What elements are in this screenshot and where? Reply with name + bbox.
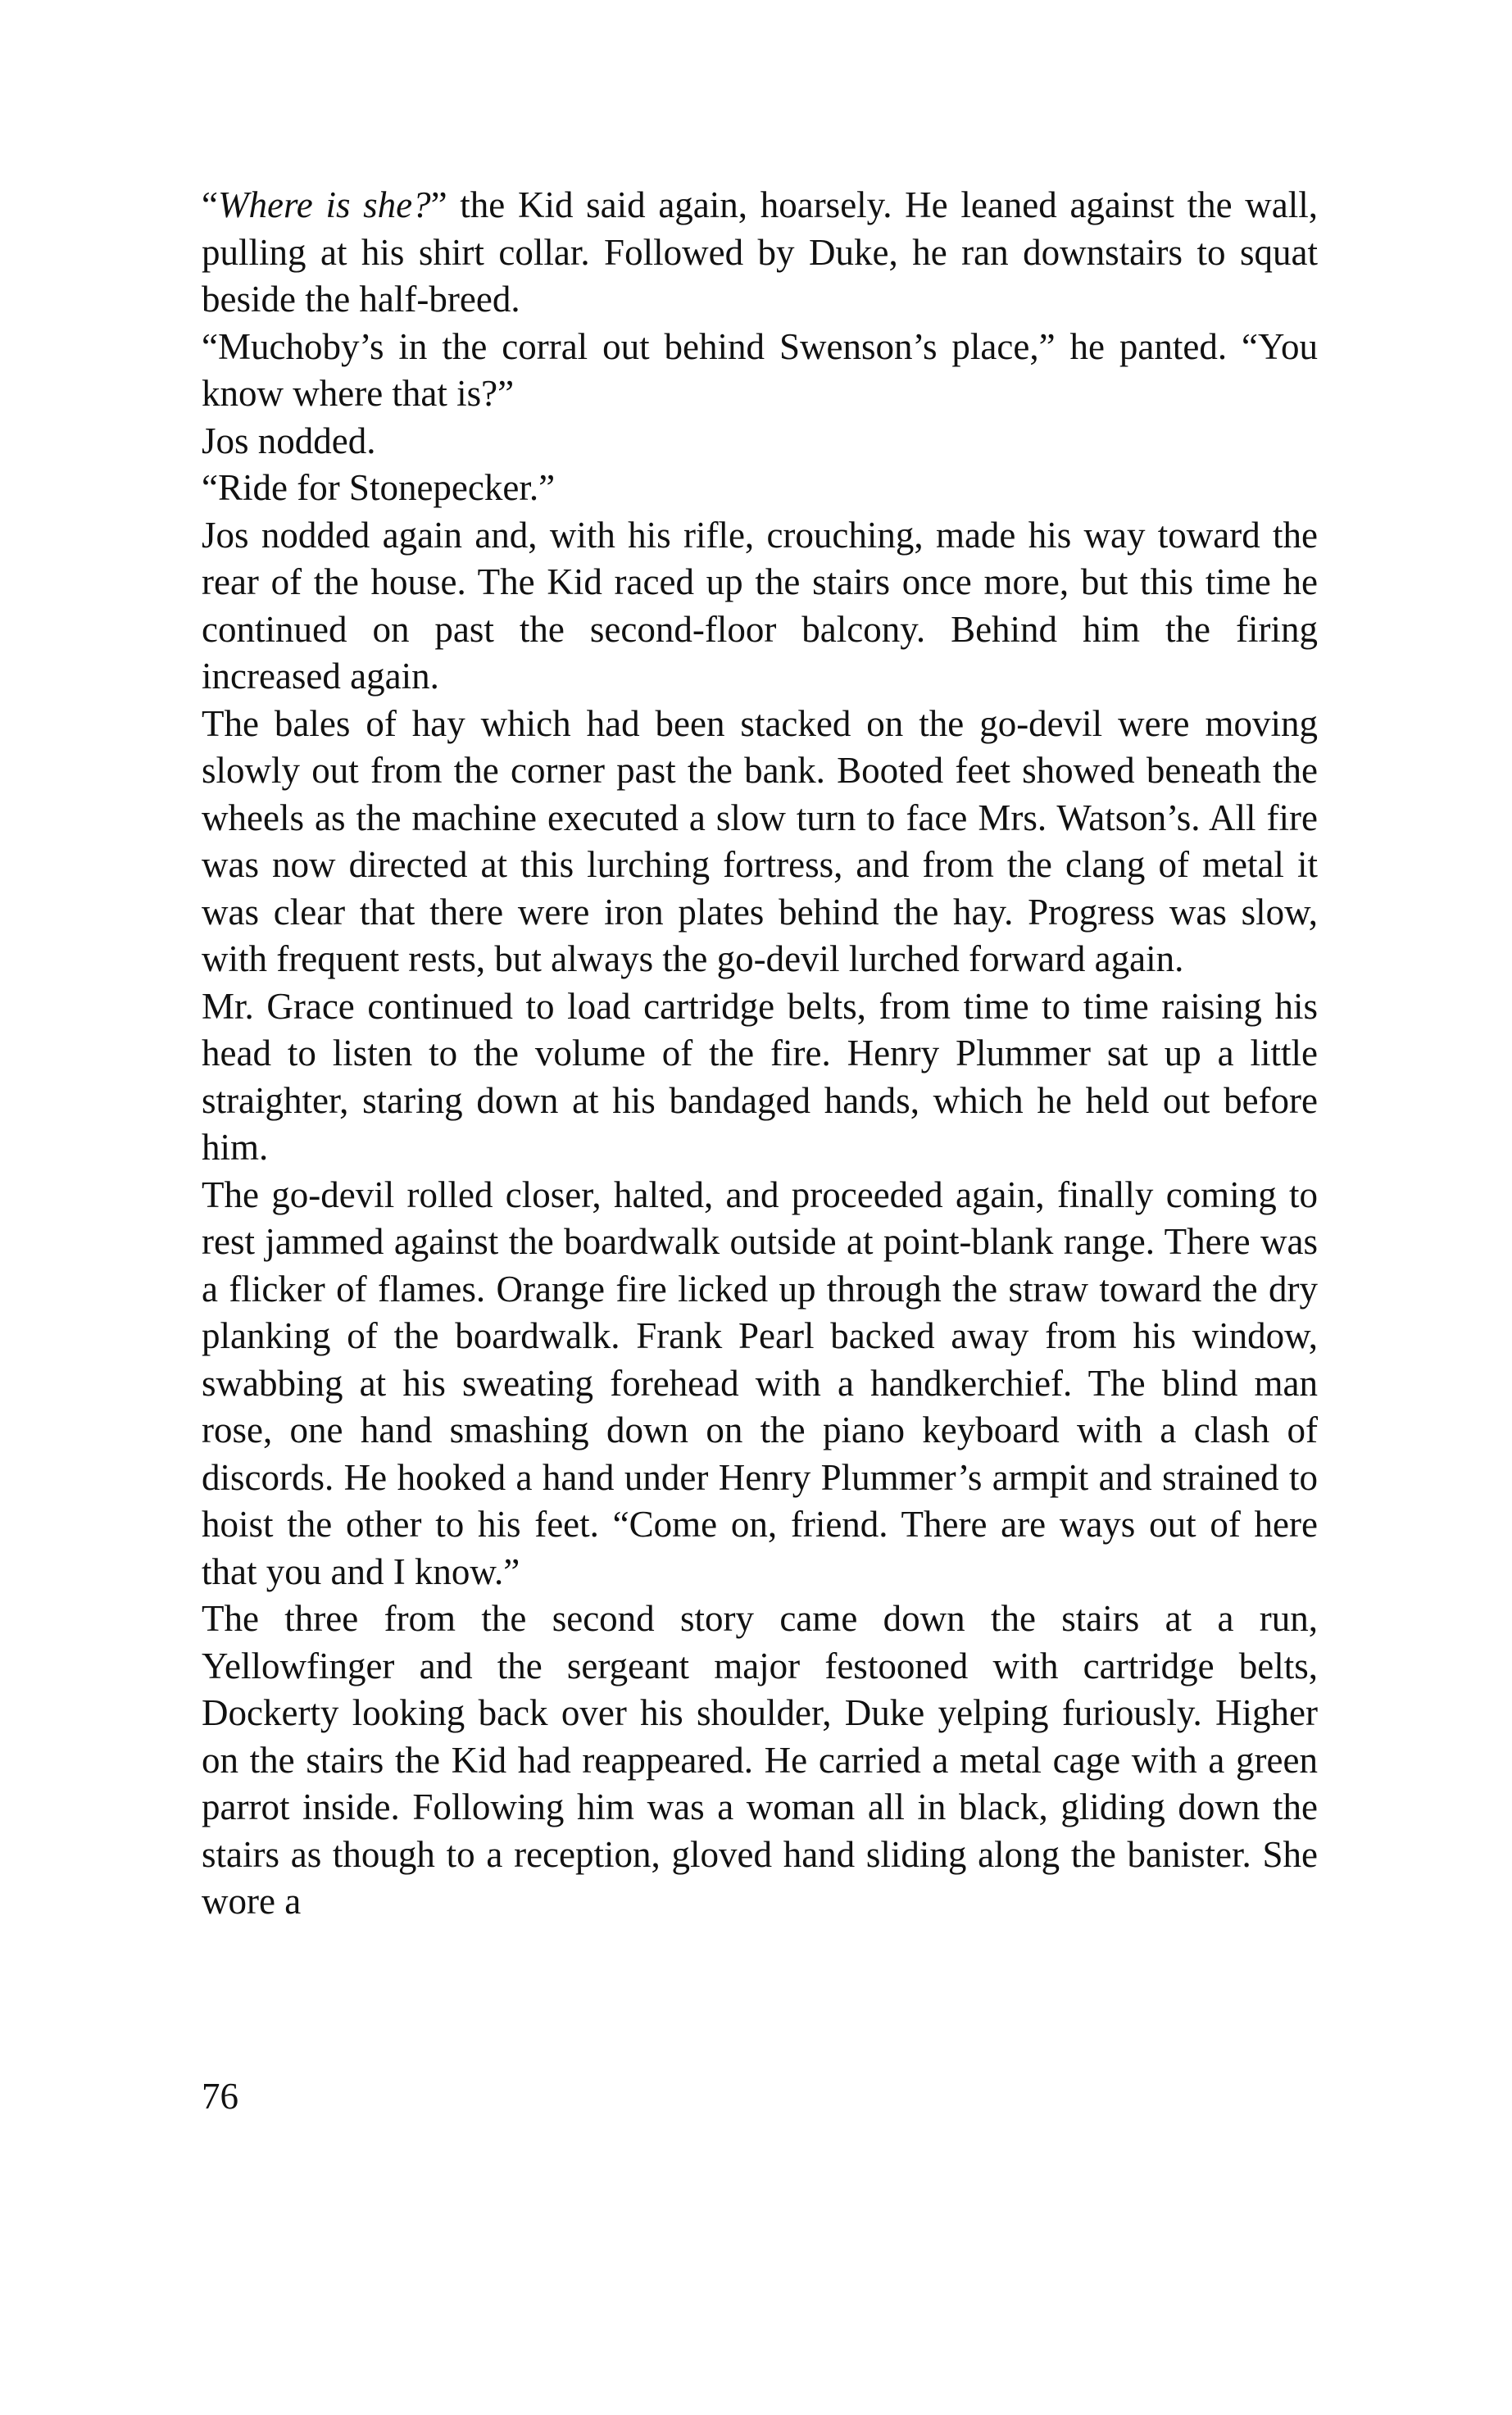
paragraph-4: “Ride for Stonepecker.” — [202, 467, 556, 508]
paragraph-2: “Muchoby’s in the corral out behind Swenson’s place,” he panted. “You know where that is?” — [202, 325, 1318, 414]
paragraph-9: The three from the second story came down the stairs at a run, Yellowfinger and the sergeant major festooned with cartridge belts, Dockerty looking back over his shoulder, Duke yelping furiously. Higher on the stairs the Kid had reappeared. He carried a metal cage with a green parrot inside. Following him was a woman all in black, gliding down the stairs as though to a reception, gloved hand sliding along the banister. She wore a — [202, 1598, 1318, 1922]
paragraph-6: The bales of hay which had been stacked on the go-devil were moving slowly out from the corner past the bank. Booted feet showed beneath the wheels as the machine executed a slow turn to face Mrs. Watson’s. All fire was now directed at this lurching fortress, and from the clang of metal it was clear that there were iron plates behind the hay. Progress was slow, with frequent rests, but always the go-devil lurched forward again. — [202, 702, 1318, 979]
paragraph-3: Jos nodded. — [202, 420, 376, 461]
page-number: 76 — [202, 2076, 238, 2117]
paragraph-5: Jos nodded again and, with his rifle, crouching, made his way toward the rear of the house. The Kid raced up the stairs once more, but this time he continued on past the second-floor balcony. Behind him the firing increased again. — [202, 514, 1318, 697]
italic-question: Where is she? — [217, 184, 431, 225]
paragraph-8: The go-devil rolled closer, halted, and proceeded again, finally coming to rest jammed against the boardwalk outside at point-blank range. There was a flicker of flames. Orange fire licked up through the straw toward the dry planking of the boardwalk. Frank Pearl backed away from his window, swabbing at his sweating forehead with a handkerchief. The blind man rose, one hand smashing down on the piano keyboard with a clash of discords. He hooked a hand under Henry Plummer’s armpit and strained to hoist the other to his feet. “Come on, friend. There are ways out of here that you and I know.” — [202, 1173, 1318, 1592]
paragraph-1: “Where is she?” the Kid said again, hoarsely. He leaned against the wall, pulling at his shirt collar. Followed by Duke, he ran downstairs to squat beside the half-breed. — [202, 184, 1318, 320]
body-text — [202, 182, 1318, 1926]
paragraph-7: Mr. Grace continued to load cartridge belts, from time to time raising his head to listen to the volume of the fire. Henry Plummer sat up a little straighter, staring down at his bandaged hands, which he held out before him. — [202, 985, 1318, 1168]
paragraph-1-text: ” the Kid said again, hoarsely. He leaned against the wall, pulling at his shirt collar. Followed by Duke, he ran downstairs to squat beside the half-breed. — [202, 184, 1318, 320]
